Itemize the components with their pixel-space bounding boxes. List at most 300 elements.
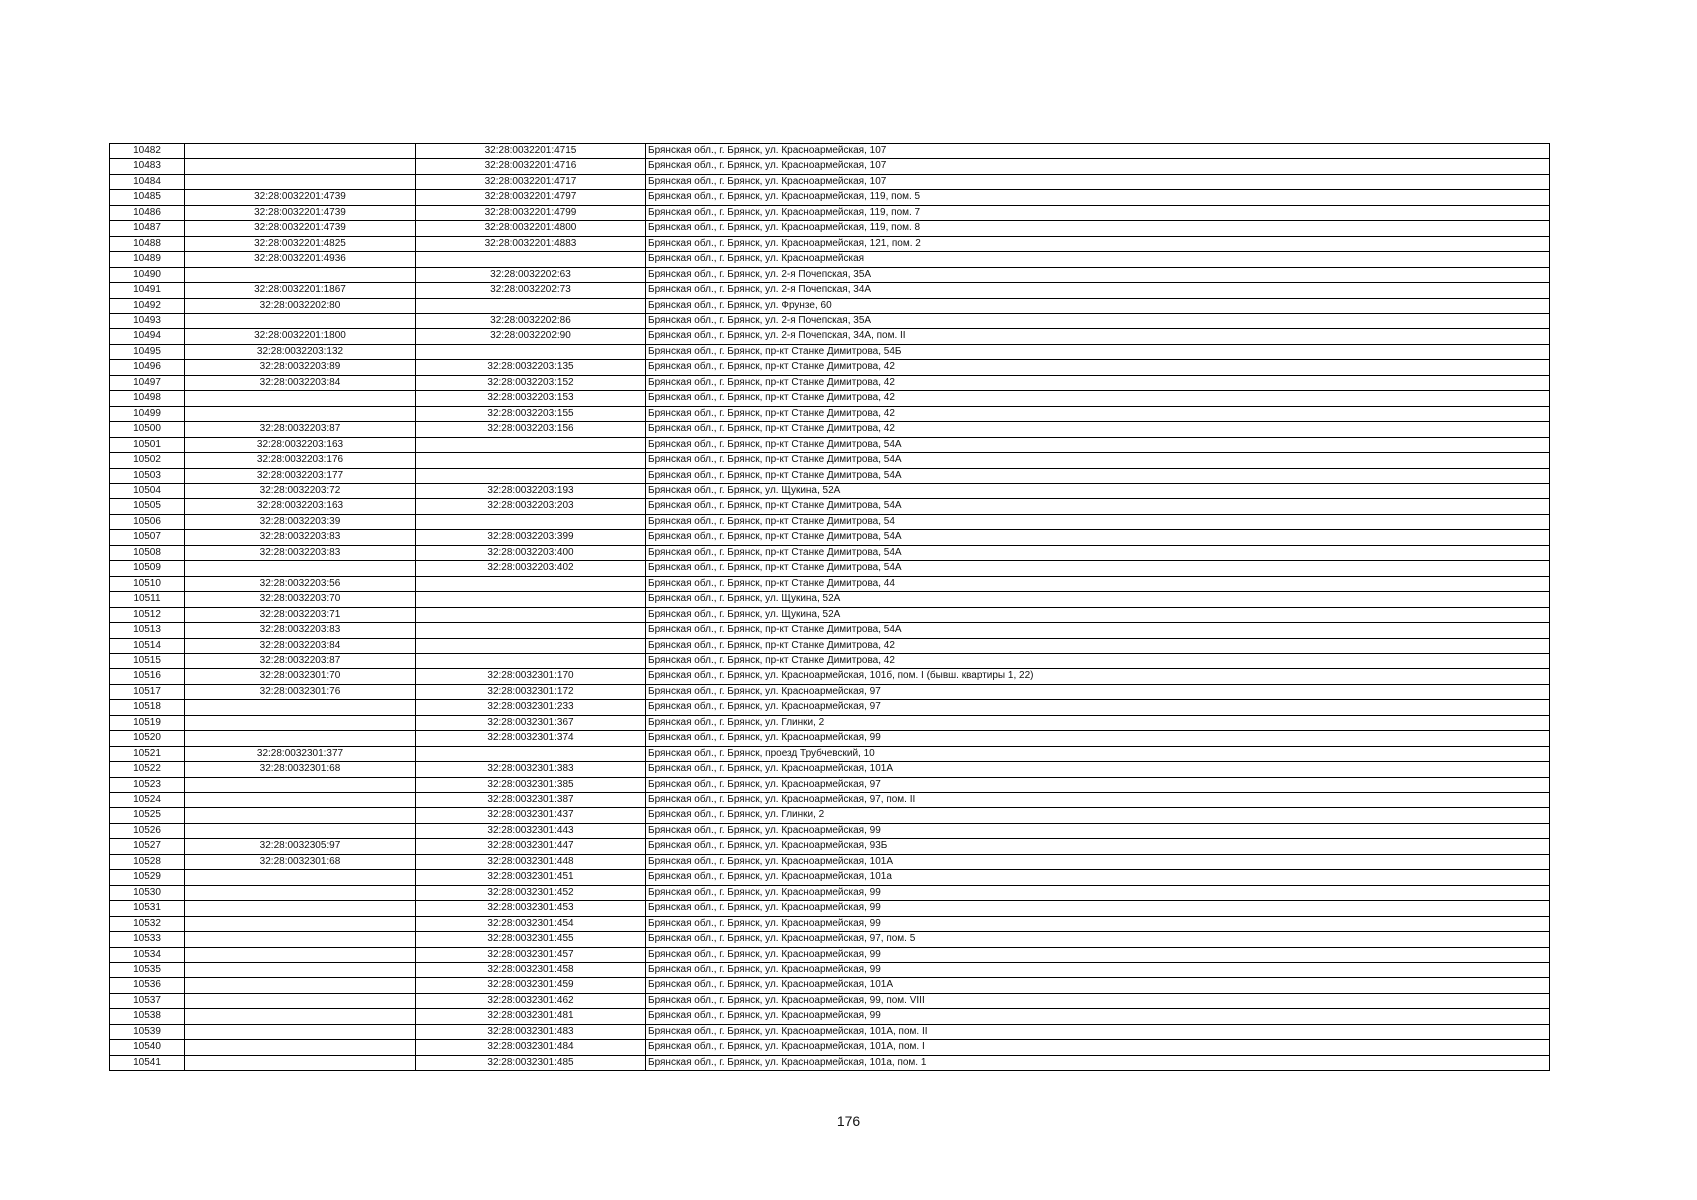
- address-cell: Брянская обл., г. Брянск, ул. 2-я Почепская, 35А: [646, 313, 1550, 328]
- address-cell: Брянская обл., г. Брянск, ул. Щукина, 52А: [646, 592, 1550, 607]
- row-number-cell: 10496: [110, 360, 185, 375]
- table-row: [110, 839, 1550, 854]
- row-number-cell: 10499: [110, 406, 185, 421]
- address-cell: Брянская обл., г. Брянск, пр-кт Станке Димитрова, 42: [646, 638, 1550, 653]
- cadastral-number-cell: 32:28:0032203:163: [185, 437, 416, 452]
- cadastral-number-cell: [185, 715, 416, 730]
- table-row: [110, 298, 1550, 313]
- address-cell: Брянская обл., г. Брянск, ул. Красноармейская, 99: [646, 916, 1550, 931]
- address-cell: Брянская обл., г. Брянск, ул. Красноармейская, 93Б: [646, 839, 1550, 854]
- address-cell: Брянская обл., г. Брянск, ул. Красноармейская, 99: [646, 823, 1550, 838]
- object-cadastral-number-cell: 32:28:0032301:451: [416, 870, 646, 885]
- row-number-cell: 10497: [110, 375, 185, 390]
- cadastral-number-cell: 32:28:0032301:68: [185, 762, 416, 777]
- table-row: [110, 1040, 1550, 1055]
- object-cadastral-number-cell: 32:28:0032201:4716: [416, 159, 646, 174]
- cadastral-number-cell: 32:28:0032203:83: [185, 623, 416, 638]
- table-row: [110, 901, 1550, 916]
- table-row: [110, 932, 1550, 947]
- table-row: [110, 375, 1550, 390]
- object-cadastral-number-cell: [416, 653, 646, 668]
- row-number-cell: 10504: [110, 483, 185, 498]
- cadastral-number-cell: 32:28:0032203:84: [185, 375, 416, 390]
- cadastral-number-cell: [185, 174, 416, 189]
- address-cell: Брянская обл., г. Брянск, ул. Красноармейская, 97: [646, 684, 1550, 699]
- object-cadastral-number-cell: 32:28:0032203:135: [416, 360, 646, 375]
- table-row: [110, 221, 1550, 236]
- address-cell: Брянская обл., г. Брянск, пр-кт Станке Димитрова, 54А: [646, 623, 1550, 638]
- cadastral-number-cell: [185, 731, 416, 746]
- table-row: [110, 669, 1550, 684]
- row-number-cell: 10515: [110, 653, 185, 668]
- row-number-cell: 10494: [110, 329, 185, 344]
- cadastral-number-cell: 32:28:0032301:377: [185, 746, 416, 761]
- row-number-cell: 10528: [110, 854, 185, 869]
- table-row: [110, 684, 1550, 699]
- object-cadastral-number-cell: [416, 468, 646, 483]
- cadastral-number-cell: 32:28:0032201:4739: [185, 190, 416, 205]
- cadastral-number-cell: [185, 793, 416, 808]
- object-cadastral-number-cell: 32:28:0032301:481: [416, 1009, 646, 1024]
- object-cadastral-number-cell: 32:28:0032301:452: [416, 885, 646, 900]
- object-cadastral-number-cell: 32:28:0032203:156: [416, 422, 646, 437]
- object-cadastral-number-cell: 32:28:0032301:459: [416, 978, 646, 993]
- cadastral-number-cell: [185, 391, 416, 406]
- row-number-cell: 10510: [110, 576, 185, 591]
- object-cadastral-number-cell: 32:28:0032203:153: [416, 391, 646, 406]
- address-cell: Брянская обл., г. Брянск, ул. 2-я Почепская, 34А, пом. II: [646, 329, 1550, 344]
- table-row: [110, 808, 1550, 823]
- object-cadastral-number-cell: 32:28:0032202:73: [416, 283, 646, 298]
- cadastral-number-cell: 32:28:0032203:163: [185, 499, 416, 514]
- address-cell: Брянская обл., г. Брянск, пр-кт Станке Димитрова, 54Б: [646, 344, 1550, 359]
- table-row: [110, 422, 1550, 437]
- row-number-cell: 10506: [110, 514, 185, 529]
- address-cell: Брянская обл., г. Брянск, ул. Красноармейская, 101А, пом. II: [646, 1024, 1550, 1039]
- row-number-cell: 10532: [110, 916, 185, 931]
- cadastral-number-cell: 32:28:0032203:83: [185, 530, 416, 545]
- row-number-cell: 10492: [110, 298, 185, 313]
- address-cell: Брянская обл., г. Брянск, ул. Красноармейская, 101А: [646, 762, 1550, 777]
- cadastral-number-cell: [185, 993, 416, 1008]
- table-row: [110, 731, 1550, 746]
- address-cell: Брянская обл., г. Брянск, ул. 2-я Почепская, 35А: [646, 267, 1550, 282]
- cadastral-number-cell: 32:28:0032201:1800: [185, 329, 416, 344]
- object-cadastral-number-cell: [416, 437, 646, 452]
- table-row: [110, 468, 1550, 483]
- row-number-cell: 10524: [110, 793, 185, 808]
- cadastral-number-cell: 32:28:0032203:72: [185, 483, 416, 498]
- object-cadastral-number-cell: 32:28:0032301:387: [416, 793, 646, 808]
- object-cadastral-number-cell: 32:28:0032301:483: [416, 1024, 646, 1039]
- table-row: [110, 561, 1550, 576]
- address-cell: Брянская обл., г. Брянск, ул. Красноармейская, 101А: [646, 854, 1550, 869]
- object-cadastral-number-cell: 32:28:0032301:233: [416, 700, 646, 715]
- row-number-cell: 10519: [110, 715, 185, 730]
- address-cell: Брянская обл., г. Брянск, ул. Красноармейская, 97: [646, 700, 1550, 715]
- cadastral-number-cell: [185, 963, 416, 978]
- table-row: [110, 700, 1550, 715]
- object-cadastral-number-cell: 32:28:0032201:4715: [416, 144, 646, 159]
- row-number-cell: 10500: [110, 422, 185, 437]
- table-row: [110, 329, 1550, 344]
- table-row: [110, 483, 1550, 498]
- address-cell: Брянская обл., г. Брянск, ул. Красноармейская, 99: [646, 963, 1550, 978]
- cadastral-number-cell: 32:28:0032203:84: [185, 638, 416, 653]
- row-number-cell: 10527: [110, 839, 185, 854]
- object-cadastral-number-cell: [416, 298, 646, 313]
- row-number-cell: 10530: [110, 885, 185, 900]
- table-row: [110, 823, 1550, 838]
- table-row: [110, 793, 1550, 808]
- object-cadastral-number-cell: 32:28:0032301:454: [416, 916, 646, 931]
- table-row: [110, 746, 1550, 761]
- row-number-cell: 10539: [110, 1024, 185, 1039]
- row-number-cell: 10531: [110, 901, 185, 916]
- cadastral-number-cell: [185, 823, 416, 838]
- table-row: [110, 638, 1550, 653]
- row-number-cell: 10525: [110, 808, 185, 823]
- table-row: [110, 360, 1550, 375]
- cadastral-number-cell: 32:28:0032201:4936: [185, 252, 416, 267]
- table-row: [110, 607, 1550, 622]
- object-cadastral-number-cell: [416, 514, 646, 529]
- page-number: 176: [836, 1113, 861, 1129]
- address-cell: Брянская обл., г. Брянск, ул. Щукина, 52А: [646, 483, 1550, 498]
- cadastral-number-cell: 32:28:0032301:68: [185, 854, 416, 869]
- object-cadastral-number-cell: 32:28:0032301:455: [416, 932, 646, 947]
- cadastral-number-cell: [185, 1024, 416, 1039]
- object-cadastral-number-cell: 32:28:0032201:4799: [416, 205, 646, 220]
- cadastral-number-cell: [185, 932, 416, 947]
- cadastral-number-cell: 32:28:0032201:4739: [185, 221, 416, 236]
- address-cell: Брянская обл., г. Брянск, пр-кт Станке Димитрова, 42: [646, 375, 1550, 390]
- cadastral-number-cell: [185, 916, 416, 931]
- table-row: [110, 978, 1550, 993]
- table-row: [110, 576, 1550, 591]
- row-number-cell: 10509: [110, 561, 185, 576]
- address-cell: Брянская обл., г. Брянск, проезд Трубчевский, 10: [646, 746, 1550, 761]
- cadastral-number-cell: 32:28:0032201:4739: [185, 205, 416, 220]
- object-cadastral-number-cell: 32:28:0032301:437: [416, 808, 646, 823]
- table-row: [110, 963, 1550, 978]
- table-row: [110, 174, 1550, 189]
- object-cadastral-number-cell: 32:28:0032301:458: [416, 963, 646, 978]
- address-cell: Брянская обл., г. Брянск, пр-кт Станке Димитрова, 42: [646, 422, 1550, 437]
- object-cadastral-number-cell: 32:28:0032301:443: [416, 823, 646, 838]
- object-cadastral-number-cell: [416, 638, 646, 653]
- row-number-cell: 10516: [110, 669, 185, 684]
- row-number-cell: 10507: [110, 530, 185, 545]
- cadastral-number-cell: 32:28:0032203:87: [185, 422, 416, 437]
- address-cell: Брянская обл., г. Брянск, ул. Красноармейская, 99: [646, 947, 1550, 962]
- object-cadastral-number-cell: 32:28:0032201:4883: [416, 236, 646, 251]
- row-number-cell: 10485: [110, 190, 185, 205]
- table-row: [110, 391, 1550, 406]
- cadastral-number-cell: [185, 870, 416, 885]
- table-row: [110, 592, 1550, 607]
- row-number-cell: 10526: [110, 823, 185, 838]
- object-cadastral-number-cell: [416, 453, 646, 468]
- address-cell: Брянская обл., г. Брянск, ул. Красноармейская, 99: [646, 901, 1550, 916]
- address-cell: Брянская обл., г. Брянск, ул. Красноармейская: [646, 252, 1550, 267]
- table-row: [110, 777, 1550, 792]
- address-cell: Брянская обл., г. Брянск, пр-кт Станке Димитрова, 54А: [646, 437, 1550, 452]
- cadastral-number-cell: 32:28:0032301:70: [185, 669, 416, 684]
- table-row: [110, 885, 1550, 900]
- object-cadastral-number-cell: 32:28:0032301:484: [416, 1040, 646, 1055]
- object-cadastral-number-cell: 32:28:0032301:374: [416, 731, 646, 746]
- object-cadastral-number-cell: 32:28:0032301:453: [416, 901, 646, 916]
- object-cadastral-number-cell: 32:28:0032301:462: [416, 993, 646, 1008]
- object-cadastral-number-cell: 32:28:0032201:4717: [416, 174, 646, 189]
- row-number-cell: 10537: [110, 993, 185, 1008]
- row-number-cell: 10517: [110, 684, 185, 699]
- cadastral-number-cell: [185, 406, 416, 421]
- table-row: [110, 144, 1550, 159]
- cadastral-number-cell: 32:28:0032203:83: [185, 545, 416, 560]
- row-number-cell: 10540: [110, 1040, 185, 1055]
- object-cadastral-number-cell: 32:28:0032301:485: [416, 1055, 646, 1070]
- object-cadastral-number-cell: 32:28:0032301:385: [416, 777, 646, 792]
- table-row: [110, 205, 1550, 220]
- address-cell: Брянская обл., г. Брянск, ул. Красноармейская, 99: [646, 885, 1550, 900]
- row-number-cell: 10490: [110, 267, 185, 282]
- address-cell: Брянская обл., г. Брянск, ул. Красноармейская, 101а: [646, 870, 1550, 885]
- object-cadastral-number-cell: [416, 252, 646, 267]
- table-row: [110, 159, 1550, 174]
- row-number-cell: 10505: [110, 499, 185, 514]
- table-row: [110, 653, 1550, 668]
- row-number-cell: 10518: [110, 700, 185, 715]
- table-row: [110, 854, 1550, 869]
- address-cell: Брянская обл., г. Брянск, ул. Красноармейская, 119, пом. 5: [646, 190, 1550, 205]
- table-row: [110, 623, 1550, 638]
- row-number-cell: 10512: [110, 607, 185, 622]
- address-cell: Брянская обл., г. Брянск, ул. Красноармейская, 101А, пом. I: [646, 1040, 1550, 1055]
- address-cell: Брянская обл., г. Брянск, ул. Красноармейская, 99: [646, 1009, 1550, 1024]
- cadastral-number-cell: [185, 885, 416, 900]
- row-number-cell: 10513: [110, 623, 185, 638]
- cadastral-number-cell: 32:28:0032203:132: [185, 344, 416, 359]
- address-cell: Брянская обл., г. Брянск, пр-кт Станке Димитрова, 54А: [646, 499, 1550, 514]
- table-row: [110, 715, 1550, 730]
- address-cell: Брянская обл., г. Брянск, пр-кт Станке Димитрова, 42: [646, 653, 1550, 668]
- cadastral-number-cell: 32:28:0032203:56: [185, 576, 416, 591]
- row-number-cell: 10493: [110, 313, 185, 328]
- row-number-cell: 10489: [110, 252, 185, 267]
- cadastral-number-cell: [185, 901, 416, 916]
- table-row: [110, 916, 1550, 931]
- address-cell: Брянская обл., г. Брянск, пр-кт Станке Димитрова, 54А: [646, 468, 1550, 483]
- address-cell: Брянская обл., г. Брянск, пр-кт Станке Димитрова, 54А: [646, 530, 1550, 545]
- cadastral-number-cell: [185, 1055, 416, 1070]
- address-cell: Брянская обл., г. Брянск, ул. Красноармейская, 101а, пом. 1: [646, 1055, 1550, 1070]
- address-cell: Брянская обл., г. Брянск, ул. Красноармейская, 97, пом. 5: [646, 932, 1550, 947]
- address-cell: Брянская обл., г. Брянск, пр-кт Станке Димитрова, 54А: [646, 561, 1550, 576]
- row-number-cell: 10484: [110, 174, 185, 189]
- table-row: [110, 1024, 1550, 1039]
- table-row: [110, 267, 1550, 282]
- row-number-cell: 10483: [110, 159, 185, 174]
- row-number-cell: 10488: [110, 236, 185, 251]
- row-number-cell: 10541: [110, 1055, 185, 1070]
- cadastral-number-cell: [185, 808, 416, 823]
- row-number-cell: 10503: [110, 468, 185, 483]
- address-cell: Брянская обл., г. Брянск, ул. Красноармейская, 97, пом. II: [646, 793, 1550, 808]
- address-cell: Брянская обл., г. Брянск, ул. Фрунзе, 60: [646, 298, 1550, 313]
- address-cell: Брянская обл., г. Брянск, ул. Красноармейская, 101А: [646, 978, 1550, 993]
- cadastral-number-cell: [185, 159, 416, 174]
- cadastral-number-cell: [185, 313, 416, 328]
- registry-table-body: [110, 144, 1550, 1071]
- cadastral-number-cell: [185, 144, 416, 159]
- object-cadastral-number-cell: 32:28:0032203:203: [416, 499, 646, 514]
- table-row: [110, 437, 1550, 452]
- address-cell: Брянская обл., г. Брянск, ул. Красноармейская, 97: [646, 777, 1550, 792]
- table-row: [110, 1055, 1550, 1070]
- object-cadastral-number-cell: [416, 344, 646, 359]
- address-cell: Брянская обл., г. Брянск, ул. Красноармейская, 119, пом. 8: [646, 221, 1550, 236]
- cadastral-number-cell: 32:28:0032203:89: [185, 360, 416, 375]
- address-cell: Брянская обл., г. Брянск, пр-кт Станке Димитрова, 42: [646, 391, 1550, 406]
- address-cell: Брянская обл., г. Брянск, ул. Красноармейская, 119, пом. 7: [646, 205, 1550, 220]
- row-number-cell: 10501: [110, 437, 185, 452]
- object-cadastral-number-cell: 32:28:0032202:63: [416, 267, 646, 282]
- cadastral-number-cell: [185, 1040, 416, 1055]
- row-number-cell: 10533: [110, 932, 185, 947]
- address-cell: Брянская обл., г. Брянск, пр-кт Станке Димитрова, 42: [646, 360, 1550, 375]
- object-cadastral-number-cell: 32:28:0032201:4797: [416, 190, 646, 205]
- row-number-cell: 10521: [110, 746, 185, 761]
- row-number-cell: 10498: [110, 391, 185, 406]
- address-cell: Брянская обл., г. Брянск, ул. Красноармейская, 107: [646, 144, 1550, 159]
- row-number-cell: 10514: [110, 638, 185, 653]
- object-cadastral-number-cell: 32:28:0032202:90: [416, 329, 646, 344]
- object-cadastral-number-cell: 32:28:0032301:170: [416, 669, 646, 684]
- cadastral-number-cell: [185, 1009, 416, 1024]
- address-cell: Брянская обл., г. Брянск, ул. Красноармейская, 99, пом. VIII: [646, 993, 1550, 1008]
- object-cadastral-number-cell: [416, 576, 646, 591]
- table-row: [110, 870, 1550, 885]
- address-cell: Брянская обл., г. Брянск, ул. Щукина, 52А: [646, 607, 1550, 622]
- object-cadastral-number-cell: [416, 746, 646, 761]
- object-cadastral-number-cell: 32:28:0032301:172: [416, 684, 646, 699]
- cadastral-number-cell: 32:28:0032301:76: [185, 684, 416, 699]
- row-number-cell: 10523: [110, 777, 185, 792]
- table-row: [110, 313, 1550, 328]
- cadastral-number-cell: [185, 947, 416, 962]
- row-number-cell: 10535: [110, 963, 185, 978]
- address-cell: Брянская обл., г. Брянск, ул. Красноармейская, 121, пом. 2: [646, 236, 1550, 251]
- address-cell: Брянская обл., г. Брянск, пр-кт Станке Димитрова, 54: [646, 514, 1550, 529]
- cadastral-number-cell: 32:28:0032203:70: [185, 592, 416, 607]
- table-row: [110, 499, 1550, 514]
- object-cadastral-number-cell: 32:28:0032203:399: [416, 530, 646, 545]
- table-row: [110, 762, 1550, 777]
- address-cell: Брянская обл., г. Брянск, пр-кт Станке Димитрова, 54А: [646, 545, 1550, 560]
- object-cadastral-number-cell: 32:28:0032301:383: [416, 762, 646, 777]
- row-number-cell: 10522: [110, 762, 185, 777]
- object-cadastral-number-cell: 32:28:0032201:4800: [416, 221, 646, 236]
- cadastral-number-cell: 32:28:0032203:176: [185, 453, 416, 468]
- address-cell: Брянская обл., г. Брянск, ул. Глинки, 2: [646, 715, 1550, 730]
- table-row: [110, 252, 1550, 267]
- object-cadastral-number-cell: 32:28:0032203:402: [416, 561, 646, 576]
- table-row: [110, 283, 1550, 298]
- table-row: [110, 236, 1550, 251]
- cadastral-number-cell: 32:28:0032305:97: [185, 839, 416, 854]
- row-number-cell: 10538: [110, 1009, 185, 1024]
- row-number-cell: 10487: [110, 221, 185, 236]
- table-row: [110, 190, 1550, 205]
- object-cadastral-number-cell: 32:28:0032301:367: [416, 715, 646, 730]
- row-number-cell: 10511: [110, 592, 185, 607]
- cadastral-number-cell: [185, 777, 416, 792]
- row-number-cell: 10529: [110, 870, 185, 885]
- row-number-cell: 10508: [110, 545, 185, 560]
- row-number-cell: 10486: [110, 205, 185, 220]
- object-cadastral-number-cell: 32:28:0032203:155: [416, 406, 646, 421]
- table-row: [110, 514, 1550, 529]
- table-row: [110, 453, 1550, 468]
- table-row: [110, 947, 1550, 962]
- cadastral-number-cell: [185, 267, 416, 282]
- table-row: [110, 406, 1550, 421]
- address-cell: Брянская обл., г. Брянск, пр-кт Станке Димитрова, 42: [646, 406, 1550, 421]
- address-cell: Брянская обл., г. Брянск, ул. Красноармейская, 101б, пом. I (бывш. квартиры 1, 22): [646, 669, 1550, 684]
- address-cell: Брянская обл., г. Брянск, ул. 2-я Почепская, 34А: [646, 283, 1550, 298]
- row-number-cell: 10495: [110, 344, 185, 359]
- object-cadastral-number-cell: 32:28:0032203:400: [416, 545, 646, 560]
- cadastral-number-cell: 32:28:0032202:80: [185, 298, 416, 313]
- object-cadastral-number-cell: [416, 623, 646, 638]
- row-number-cell: 10482: [110, 144, 185, 159]
- address-cell: Брянская обл., г. Брянск, ул. Глинки, 2: [646, 808, 1550, 823]
- object-cadastral-number-cell: [416, 607, 646, 622]
- table-row: [110, 1009, 1550, 1024]
- cadastral-number-cell: 32:28:0032201:4825: [185, 236, 416, 251]
- row-number-cell: 10520: [110, 731, 185, 746]
- row-number-cell: 10536: [110, 978, 185, 993]
- table-row: [110, 530, 1550, 545]
- cadastral-number-cell: [185, 978, 416, 993]
- object-cadastral-number-cell: [416, 592, 646, 607]
- object-cadastral-number-cell: 32:28:0032203:152: [416, 375, 646, 390]
- cadastral-number-cell: 32:28:0032203:177: [185, 468, 416, 483]
- row-number-cell: 10534: [110, 947, 185, 962]
- table-row: [110, 545, 1550, 560]
- row-number-cell: 10502: [110, 453, 185, 468]
- cadastral-number-cell: 32:28:0032203:71: [185, 607, 416, 622]
- cadastral-number-cell: [185, 700, 416, 715]
- object-cadastral-number-cell: 32:28:0032301:447: [416, 839, 646, 854]
- object-cadastral-number-cell: 32:28:0032301:457: [416, 947, 646, 962]
- row-number-cell: 10491: [110, 283, 185, 298]
- object-cadastral-number-cell: 32:28:0032301:448: [416, 854, 646, 869]
- registry-table: [109, 143, 1550, 1071]
- table-row: [110, 993, 1550, 1008]
- cadastral-number-cell: 32:28:0032201:1867: [185, 283, 416, 298]
- address-cell: Брянская обл., г. Брянск, ул. Красноармейская, 99: [646, 731, 1550, 746]
- address-cell: Брянская обл., г. Брянск, ул. Красноармейская, 107: [646, 159, 1550, 174]
- address-cell: Брянская обл., г. Брянск, пр-кт Станке Димитрова, 44: [646, 576, 1550, 591]
- table-row: [110, 344, 1550, 359]
- address-cell: Брянская обл., г. Брянск, ул. Красноармейская, 107: [646, 174, 1550, 189]
- address-cell: Брянская обл., г. Брянск, пр-кт Станке Димитрова, 54А: [646, 453, 1550, 468]
- cadastral-number-cell: [185, 561, 416, 576]
- object-cadastral-number-cell: 32:28:0032202:86: [416, 313, 646, 328]
